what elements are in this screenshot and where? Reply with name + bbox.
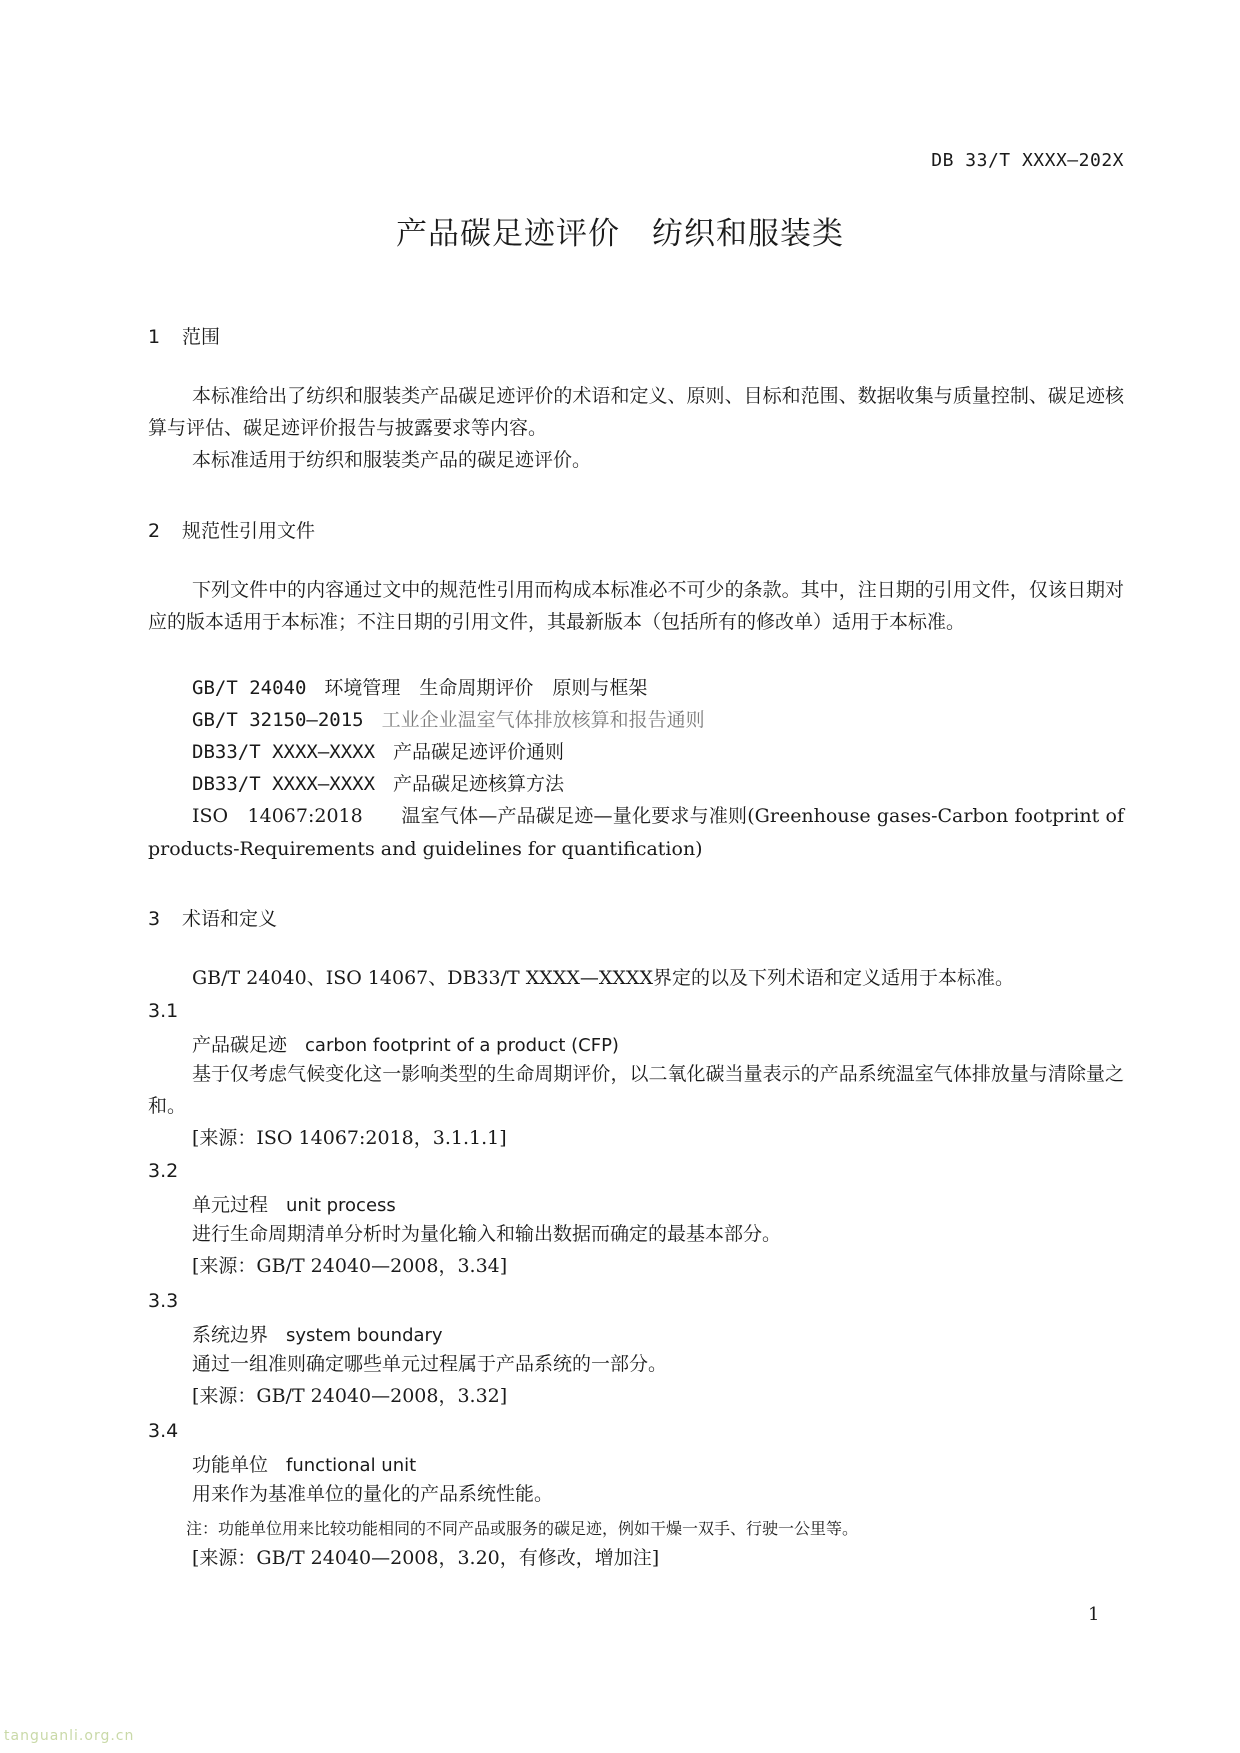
term-chinese: 功能单位 [192,1454,269,1476]
term-chinese: 单元过程 [192,1194,269,1216]
term-number: 3.3 [148,1290,179,1312]
document-number: DB 33/T XXXX—202X [931,150,1124,171]
page-number: 1 [1088,1604,1100,1625]
section-1-heading [148,322,220,349]
term-number: 3.4 [148,1420,179,1442]
reference-item [192,736,564,768]
section-title: 范围 [182,326,221,348]
term-source: [来源：GB/T 24040—2008，3.34] [192,1255,508,1277]
reference-title: 环境管理 生命周期评价 原则与框架 [324,677,648,699]
term-number: 3.1 [148,1000,179,1022]
term-english: functional unit [286,1455,417,1476]
document-title: 产品碳足迹评价 纺织和服装类 [396,216,844,252]
term-note: 注：功能单位用来比较功能相同的不同产品或服务的碳足迹，例如干燥一双手、行驶一公里等。 [186,1519,859,1538]
term-chinese: 产品碳足迹 [192,1034,288,1056]
term-definition: 进行生命周期清单分析时为量化输入和输出数据而确定的最基本部分。 [192,1223,782,1245]
reference-title: 产品碳足迹评价通则 [393,741,565,763]
section-number: 3 [148,908,161,930]
term-number: 3.2 [148,1160,179,1182]
watermark: tanguanli.org.cn [4,1728,135,1744]
term-definition: 用来作为基准单位的量化的产品系统性能。 [192,1483,554,1505]
reference-code: DB33/T XXXX—XXXX [192,773,376,795]
section-number: 2 [148,520,161,542]
section-3-intro: GB/T 24040、ISO 14067、DB33/T XXXX—XXXX界定的以及下列术语和定义适用于本标准。 [192,967,1014,989]
section-title: 规范性引用文件 [182,520,316,542]
term-english: unit process [286,1195,396,1216]
term-source: [来源：ISO 14067:2018，3.1.1.1] [192,1127,507,1149]
reference-iso-14067: ISO 14067:2018 温室气体—产品碳足迹—量化要求与准则(Greenhouse gases-Carbon footprint of products-Requirements and guidelines for quantification) [148,805,1124,860]
term-heading [192,1320,443,1347]
reference-code: DB33/T XXXX—XXXX [192,741,376,763]
term-heading [192,1450,416,1477]
section-1-paragraph-1: 本标准给出了纺织和服装类产品碳足迹评价的术语和定义、原则、目标和范围、数据收集与质量控制、碳足迹核算与评估、碳足迹评价报告与披露要求等内容。 [148,385,1124,439]
reference-title: 产品碳足迹核算方法 [393,773,565,795]
reference-item [192,672,647,704]
term-source: [来源：GB/T 24040—2008，3.20，有修改，增加注] [192,1547,660,1569]
term-english: carbon footprint of a product (CFP) [305,1035,619,1056]
section-3-heading [148,904,277,931]
section-2-heading [148,516,315,543]
term-english: system boundary [286,1325,443,1346]
reference-title: 工业企业温室气体排放核算和报告通则 [381,709,705,731]
term-chinese: 系统边界 [192,1324,269,1346]
term-definition: 基于仅考虑气候变化这一影响类型的生命周期评价，以二氧化碳当量表示的产品系统温室气体排放量与清除量之和。 [148,1063,1124,1117]
section-number: 1 [148,326,161,348]
reference-item [192,704,705,736]
section-2-intro: 下列文件中的内容通过文中的规范性引用而构成本标准必不可少的条款。其中，注日期的引用文件，仅该日期对应的版本适用于本标准；不注日期的引用文件，其最新版本（包括所有的修改单）适用于本标准。 [148,579,1124,633]
section-title: 术语和定义 [182,908,278,930]
reference-code: GB/T 24040 [192,677,307,699]
reference-item [192,768,564,800]
term-definition: 通过一组准则确定哪些单元过程属于产品系统的一部分。 [192,1353,668,1375]
term-heading [192,1190,396,1217]
term-heading [192,1030,619,1057]
section-1-paragraph-2: 本标准适用于纺织和服装类产品的碳足迹评价。 [192,449,592,471]
reference-code: GB/T 32150—2015 [192,709,364,731]
term-source: [来源：GB/T 24040—2008，3.32] [192,1385,508,1407]
